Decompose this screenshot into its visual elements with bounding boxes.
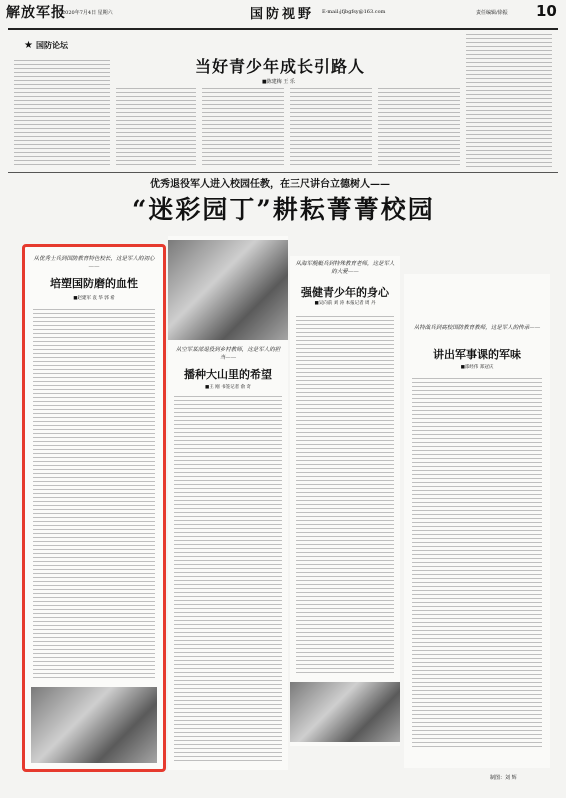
forum-label: 国防论坛 [36,40,68,50]
panel-body-text [412,378,542,748]
panel-body-text [296,316,394,676]
page-number: 10 [536,2,557,20]
article-column [202,88,284,168]
article-column [14,60,110,168]
article-column [116,88,196,168]
panel-kicker: 从空军某部退役到乡村教师，这是军人的担当—— [175,347,281,361]
article-headline: 当好青少年成长引路人 [195,57,366,76]
panel-kicker: 从海军舰艇兵到特殊教育老师，这是军人的大爱—— [295,261,395,275]
story-panel [168,236,288,770]
feature-headline: “迷彩园丁”耕耘菁菁校园 [132,195,435,224]
article-column [378,88,460,168]
highlighted-story-panel [22,244,166,772]
editor-credit: 责任编辑/徐振 [476,10,508,16]
article-column [466,34,552,168]
section-email: E-mail:jfjbgfsy@163.com [322,9,386,15]
panel-title: 强健青少年的身心 [301,286,389,299]
article-byline: ■陈建梅 王 乐 [262,79,295,85]
forum-star-icon: ★ [24,40,33,51]
story-panel [404,274,550,768]
panel-kicker: 从优秀士兵到国防教育特色校长，这是军人的初心—— [33,256,155,270]
panel-kicker: 从特战兵到高校国防教育教师，这是军人的传承—— [413,325,541,331]
section-title: 国防视野 [250,7,315,22]
panel-body-text [174,396,282,762]
graphic-credit: 制图：刘 辉 [490,775,517,781]
issue-date: 2020年7月4日 星期六 [62,10,113,16]
students-photo [290,682,400,742]
divider [8,172,558,173]
panel-body-text [33,309,155,679]
panel-title: 播种大山里的希望 [184,368,272,381]
newspaper-title: 解放军报 [6,5,66,21]
panel-byline: ■王 刚 书签记者 俞 奇 [205,385,251,390]
panel-byline: ■吴向前 刘 涛 本报记者 周 丹 [314,301,376,306]
classroom-photo [168,240,288,340]
panel-byline: ■邵经伟 郑冠庆 [460,365,494,370]
soldier-photo [31,687,157,763]
panel-title: 培塑国防磨的血性 [50,277,138,290]
panel-byline: ■赵建军 袁 华 郭 希 [73,296,115,301]
panel-title: 讲出军事课的军味 [433,348,521,361]
feature-kicker: 优秀退役军人进入校园任教，在三尺讲台立德树人—— [150,179,390,190]
story-panel [290,256,400,746]
article-column [290,88,372,168]
